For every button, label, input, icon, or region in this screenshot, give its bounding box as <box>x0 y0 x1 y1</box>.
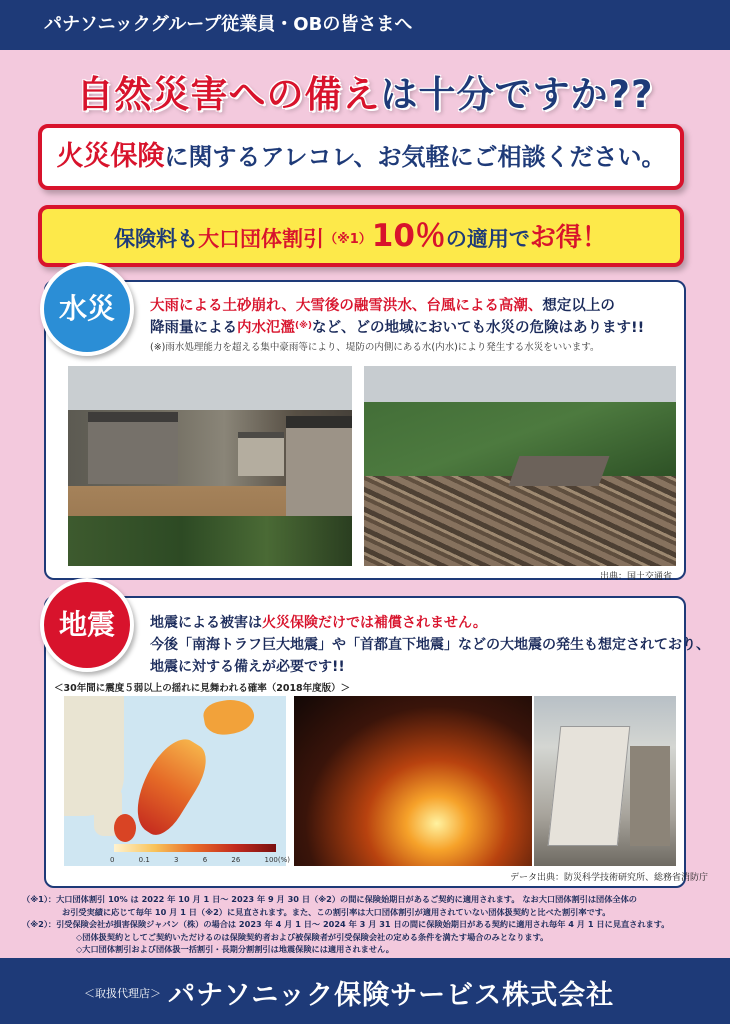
footnote-3: ◇団体扱契約としてご契約いただけるのは保険契約者および被保険者が引受保険会社の定める条件を満たす場合のみとなります。 <box>76 931 549 942</box>
quake-line-1 <box>150 612 487 632</box>
headline-blue: は十分ですか?? <box>380 73 654 116</box>
audience-text: パナソニックグループ従業員・OBの皆さまへ <box>44 14 413 35</box>
tick-4: 26 <box>231 856 241 864</box>
discount-text-c: の適用で <box>445 227 530 251</box>
consult-text: に関するアレコレ、お気軽にご相談ください。 <box>164 143 666 171</box>
footnote-1a: （※1）：大口団体割引 10% は 2022 年 10 月 1 日～ 2023 年 9 月 30 日（※2）の間に保険始期日があるご契約に適用されます。 なお大口団体割引は団体全体の <box>22 894 637 904</box>
discount-note-mark: （※1） <box>324 232 372 247</box>
hazard-map <box>64 696 290 866</box>
water-note: (※)雨水処理能力を超える集中豪雨等により、堤防の内側にある水(内水)により発生する水災をいいます。 <box>150 342 600 353</box>
footer-bar <box>0 958 730 1024</box>
header-bar <box>0 0 730 50</box>
landslide-photo <box>364 366 676 566</box>
fire-insurance-label: 火災保険 <box>56 141 165 172</box>
quake-line-2: 今後「南海トラフ巨大地震」や「首都直下地震」などの大地震の発生も想定されており、 <box>150 637 710 653</box>
water-damage-card <box>44 280 686 580</box>
water-line-1 <box>150 294 615 315</box>
water-line-1-rest: 想定以上の <box>542 298 615 314</box>
tick-5: 100(%) <box>264 856 290 864</box>
agent-label: ＜取扱代理店＞ <box>84 987 161 1000</box>
quake-source: データ出典：防災科学技術研究所、総務省消防庁 <box>510 873 709 883</box>
discount-banner <box>38 205 684 267</box>
discount-otoku: お得 <box>529 223 582 253</box>
tick-1: 0.1 <box>138 856 150 864</box>
water-line-1-red: 大雨による土砂崩れ、大雪後の融雪洪水、台風による高潮、 <box>150 298 543 314</box>
tick-2: 3 <box>174 856 179 864</box>
water-line-2-a: 降雨量による <box>150 320 237 336</box>
map-legend-bar <box>114 844 276 852</box>
headline-red: 自然災害への備え <box>76 73 381 116</box>
quake-line-1-a: 地震による被害は <box>150 615 262 631</box>
quake-line-3: 地震に対する備えが必要です!! <box>150 659 345 675</box>
discount-exclaim: ！ <box>581 223 608 253</box>
water-line-2 <box>150 316 644 337</box>
quake-line-1-red: 火災保険だけでは補償されません。 <box>262 615 487 631</box>
tick-0: 0 <box>110 856 115 864</box>
quake-badge: 地震 <box>40 578 134 672</box>
fire-insurance-banner <box>38 124 684 190</box>
footnote-1b: お引受実績に応じて毎年 10 月 1 日（※2）に見直されます。また、この割引率は大口団体割引が適用されていない団体扱契約と比べた割引率です。 <box>62 906 611 917</box>
map-caption: ＜30年間に震度５弱以上の揺れに見舞われる確率（2018年度版）＞ <box>54 683 351 694</box>
discount-name: 大口団体割引 <box>198 227 325 251</box>
fire-photo <box>294 696 532 866</box>
earthquake-card <box>44 596 710 888</box>
water-badge: 水災 <box>40 262 134 356</box>
flood-photo <box>68 366 352 566</box>
headline <box>0 64 730 118</box>
tick-3: 6 <box>202 856 208 864</box>
water-line-2-red: 内水氾濫 <box>237 320 295 336</box>
footnotes <box>22 893 712 956</box>
water-line-2-sup: (※) <box>295 321 312 331</box>
water-line-2-rest: など、どの地域においても水災の危険はあります!! <box>311 320 645 336</box>
water-source: 出典：国土交通省 <box>600 572 673 582</box>
discount-percent: 10％ <box>371 218 446 254</box>
company-name: パナソニック保険サービス株式会社 <box>168 980 615 1011</box>
map-legend-ticks <box>110 856 290 864</box>
collapsed-building-photo <box>534 696 676 866</box>
discount-text-a: 保険料も <box>114 227 199 251</box>
footnote-2a: （※2）：引受保険会社が損害保険ジャパン（株）の場合は 2023 年 4 月 1 日～ 2024 年 3 月 31 日の間に保険始期日がある契約に適用され毎年 4 月 1 日に見直されます。 <box>22 919 670 929</box>
footnote-4: ◇大口団体割引および団体扱一括割引・長期分割割引は地震保険には適用されません。 <box>76 944 394 954</box>
